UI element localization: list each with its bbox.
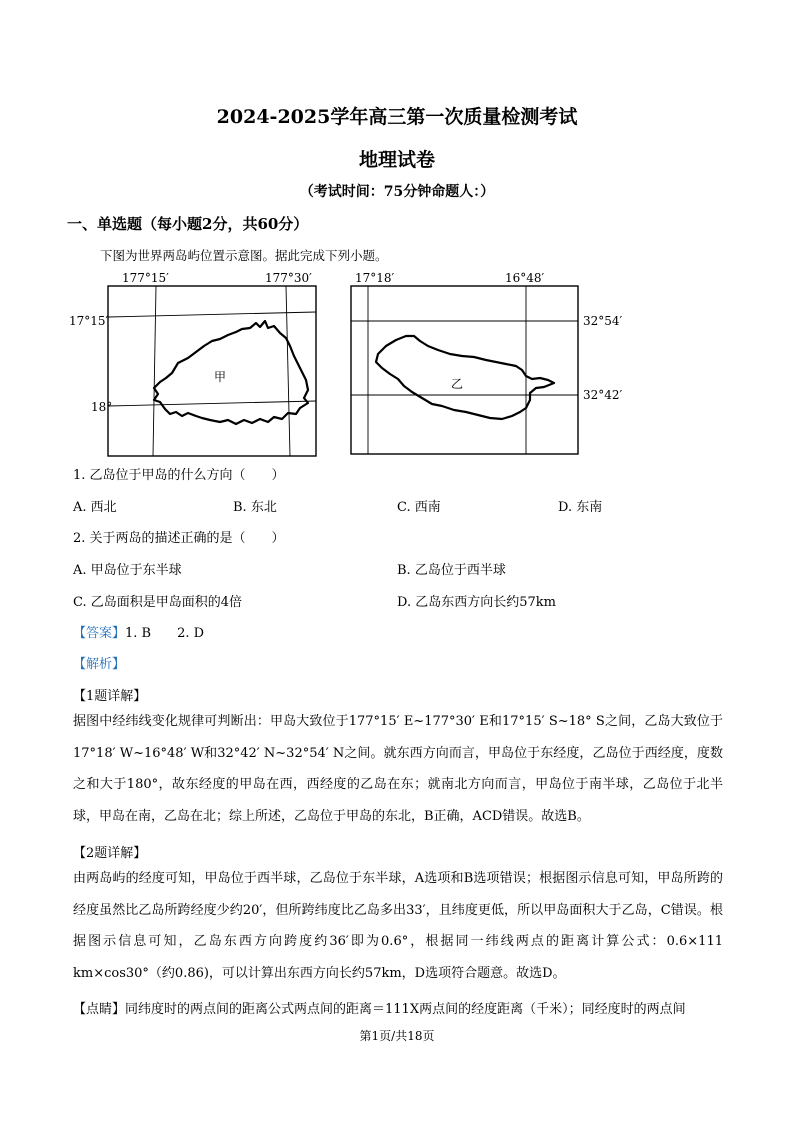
left-lon-label-right: 177°30′ xyxy=(265,271,312,285)
left-lat-line-1 xyxy=(108,312,316,317)
analysis-label: 【解析】 xyxy=(73,657,126,672)
detail-2-text: 由两岛屿的经度可知，甲岛位于西半球，乙岛位于东半球，A选项和B选项错误；根据图示信息可知，甲岛所跨的经度虽然比乙岛所跨经度少约20′，但所跨纬度比乙岛多出33′，且纬度更低，所以甲岛面积大于乙岛，C错误。根据图示信息可知，乙岛东西方向跨度约36′即为0.6°，根据同一纬线两点的距离计算公式：0.6×111 km×cos30°（约0.86)，可以计算出东西方向长约57km，D选项符合题意。故选D。 xyxy=(73,871,723,981)
detail-1-label: 【1题详解】 xyxy=(73,689,147,704)
exam-info: （考试时间：75分钟命题人：） xyxy=(299,184,495,200)
section-intro: 下图为世界两岛屿位置示意图。据此完成下列小题。 xyxy=(100,248,388,263)
answer-text: 1. B 2. D xyxy=(125,626,205,641)
left-lon-line-1 xyxy=(153,286,156,456)
question-2-option-b: B. 乙岛位于西半球 xyxy=(397,563,506,578)
question-1-option-d: D. 东南 xyxy=(558,500,603,515)
tip-text: 同纬度时的两点间的距离公式两点间的距离＝111X两点间的经度距离（千米）；同经度时的两点间 xyxy=(125,1002,686,1017)
detail-2-label: 【2题详解】 xyxy=(73,846,147,861)
right-lon-label-right: 16°48′ xyxy=(505,271,545,285)
question-2-stem: 2. 关于两岛的描述正确的是（ ） xyxy=(73,531,285,546)
right-lat-label-upper: 32°54′ xyxy=(583,314,623,328)
question-1-option-c: C. 西南 xyxy=(397,500,441,515)
question-1-stem: 1. 乙岛位于甲岛的什么方向（ ） xyxy=(73,468,285,483)
page-footer: 第1页/共18页 xyxy=(359,1029,435,1043)
island-yi-outline xyxy=(376,336,554,419)
right-lat-label-lower: 32°42′ xyxy=(583,388,623,402)
question-1-option-b: B. 东北 xyxy=(233,500,277,515)
island-location-figure xyxy=(60,266,623,456)
question-1-option-a: A. 西北 xyxy=(73,500,117,515)
left-lat-line-2 xyxy=(108,401,316,406)
left-lat-label-upper: 17°15′ xyxy=(69,314,109,328)
exam-title: 2024-2025学年高三第一次质量检测考试 xyxy=(216,106,578,128)
left-lon-label-left: 177°15′ xyxy=(122,271,169,285)
tip-line xyxy=(73,998,686,1017)
question-2-option-c: C. 乙岛面积是甲岛面积的4倍 xyxy=(73,595,243,610)
island-jia-outline xyxy=(154,321,308,424)
question-2-option-a: A. 甲岛位于东半球 xyxy=(73,563,182,578)
detail-1-text: 据图中经纬线变化规律可判断出：甲岛大致位于177°15′ E~177°30′ E和17°15′ S~18° S之间，乙岛大致位于17°18′ W~16°48′ W和32°42′ N~32°54′ N之间。就东西方向而言，甲岛位于东经度，乙岛位于西经度，度数之和大于180°，故东经度的甲岛在西，西经度的乙岛在东；就南北方向而言，甲岛位于南半球，乙岛位于北半球，甲岛在南，乙岛在北；综上所述，乙岛位于甲岛的东北，B正确，ACD错误。故选B。 xyxy=(73,714,723,824)
island-jia-label: 甲 xyxy=(213,370,227,384)
island-yi-label: 乙 xyxy=(450,377,464,391)
left-map-frame xyxy=(108,286,316,456)
answer-line xyxy=(73,622,204,641)
subject-title: 地理试卷 xyxy=(358,149,435,171)
answer-label: 【答案】 xyxy=(73,626,126,641)
tip-label: 【点睛】 xyxy=(73,1002,126,1017)
question-2-option-d: D. 乙岛东西方向长约57km xyxy=(397,595,556,610)
section-heading: 一、单选题（每小题2分，共60分） xyxy=(67,215,309,233)
left-lat-label-lower: 18° xyxy=(91,400,113,414)
left-lon-line-2 xyxy=(286,286,290,456)
right-lon-label-left: 17°18′ xyxy=(355,271,395,285)
